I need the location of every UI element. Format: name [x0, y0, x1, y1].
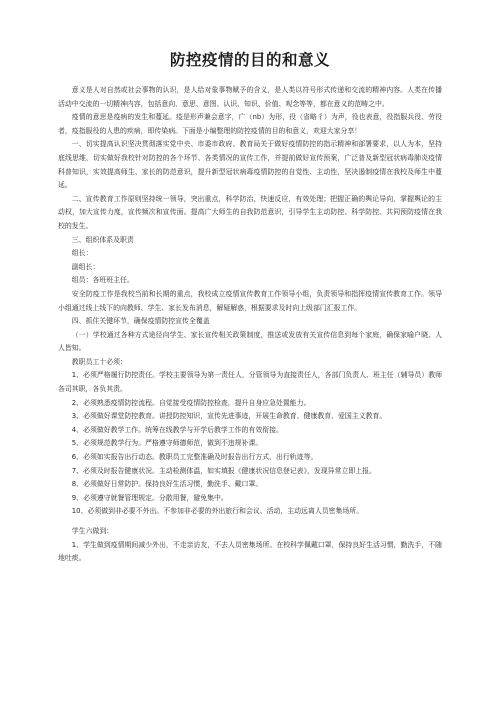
line-deputy-leader: 副组长：	[71, 262, 100, 271]
paragraph-publicity-channels: （一）学校通过各种方式途径向学生、家长宣传相关政策制度，推送或发放有关宣传信息到每个家庭，确保家喻户晓、人人皆知。	[58, 330, 442, 353]
paragraph-section-1: 一、切实提高认识坚决贯彻落实党中央、市委市政府、教育局关于做好疫情防控的指示精神和部署要求，以人为本，坚持底线思维，切实做好我校针对防控的各个环节、各类情况的宣传工作，并提前做好宣传预案，广泛普及新型冠状病毒肺炎疫情科普知识，实效提高师生、家长的防范意识，提升新型冠状病毒疫情防控的自觉性、主动性，坚决遏制疫情在我校及师生中蔓延。	[58, 140, 442, 190]
document-title: 防控疫情的目的和意义	[169, 51, 330, 69]
staff-rule-2: 2、必须熟悉疫情防控流程。自觉接受疫情防控检查，提升自身应急处置能力。	[71, 398, 311, 407]
staff-rule-10: 10、必须做到非必要不外出。不参加非必要的外出旅行和会议、活动，主动远离人员密集场所。	[71, 507, 364, 516]
paragraph-meaning-definition: 意义是人对自然或社会事物的认识，是人给对象事物赋予的含义，是人类以符号形式传递和交流的精神内容。人类在传播活动中交流的一切精神内容，包括意向、意思、意图、认识、知识、价值、观念等等，都在意义的范畴之中。	[58, 86, 442, 108]
paragraph-leading-group: 安全防疫工作是我校当前和长期的重点，我校成立疫情宣传教育工作领导小组，负责领导和指挥疫情宣传教育工作。领导小组通过线上线下的向教师、学生、家长发布消息，解疑解惑，根据要求及时向上级部门汇报工作。	[58, 289, 442, 312]
line-group-members: 组员：各班班主任。	[71, 276, 134, 285]
staff-rule-1: 1、必须严格履行防控责任。学校主要领导为第一责任人，分管领导为直接责任人，各部门负责人、班主任（辅导员）教师各司其职，各负其责。	[58, 371, 442, 394]
paragraph-section-2: 二、宣传教育工作原则坚持统一领导，突出重点，科学防治，快速反应，有效处理；把握正确的舆论导向，掌握舆论的主动权，加大宣传力度，宣传频次和宣传面。提高广大师生的自我防范意识，引导学生主动防控、科学防控、共同预防疫情在我校的发生。	[58, 194, 442, 230]
document-body	[58, 84, 442, 566]
heading-staff-rules: 教职员工十必须：	[71, 357, 127, 366]
staff-rule-3: 3、必须做好课堂防控教育。讲授防控知识，宣传先进事迹，开展生命教育、健康教育、爱国主义教育。	[71, 412, 387, 421]
staff-rule-7: 7、必须及时报告健康状况。主动检测体温，如实填报《健康状况信息登记表》，发现异常立即上报。	[71, 466, 376, 475]
staff-rule-8: 8、必须做好日常防护。保持良好生活习惯，勤洗手、戴口罩。	[71, 480, 263, 489]
line-group-leader: 组长：	[71, 249, 93, 258]
staff-rule-9: 9、必须遵守就餐管理规定。分散用餐，避免集中。	[71, 493, 228, 502]
staff-rule-6: 6、必须如实报告出行动态。教职员工完整准确及时报告出行方式、出行轨迹等。	[71, 453, 318, 462]
student-rule-1: 1、学生做到疫情期间减少外出，不走亲访友，不去人员密集场所。在校科学佩戴口罩，保持良好生活习惯，勤洗手，不随地吐痰。	[58, 540, 442, 563]
heading-student-rules: 学生六做到：	[71, 527, 114, 535]
paragraph-epidemic-definition: 疫情的意思是疫病的发生和蔓延。疫是形声兼会意字，广（nb）为形，役（省略彳）为声，役也表意，役指服兵役、劳役者，疫指服役的人患的疾病，即传染病。下面是小编整理的防控疫情的目的和意义，欢迎大家分享！	[58, 113, 442, 135]
heading-section-3: 三、组织体系及职责	[71, 235, 134, 244]
staff-rule-5: 5、必须规范教学行为。严格遵守师德师范，做到不违规补课。	[71, 439, 263, 448]
staff-rule-4: 4、必须做好教学工作。统筹在线教学与开学后教学工作的有效衔接。	[71, 425, 283, 434]
heading-section-4: 四、抓住关键环节，确保疫情防控宣传全覆盖	[71, 317, 210, 326]
